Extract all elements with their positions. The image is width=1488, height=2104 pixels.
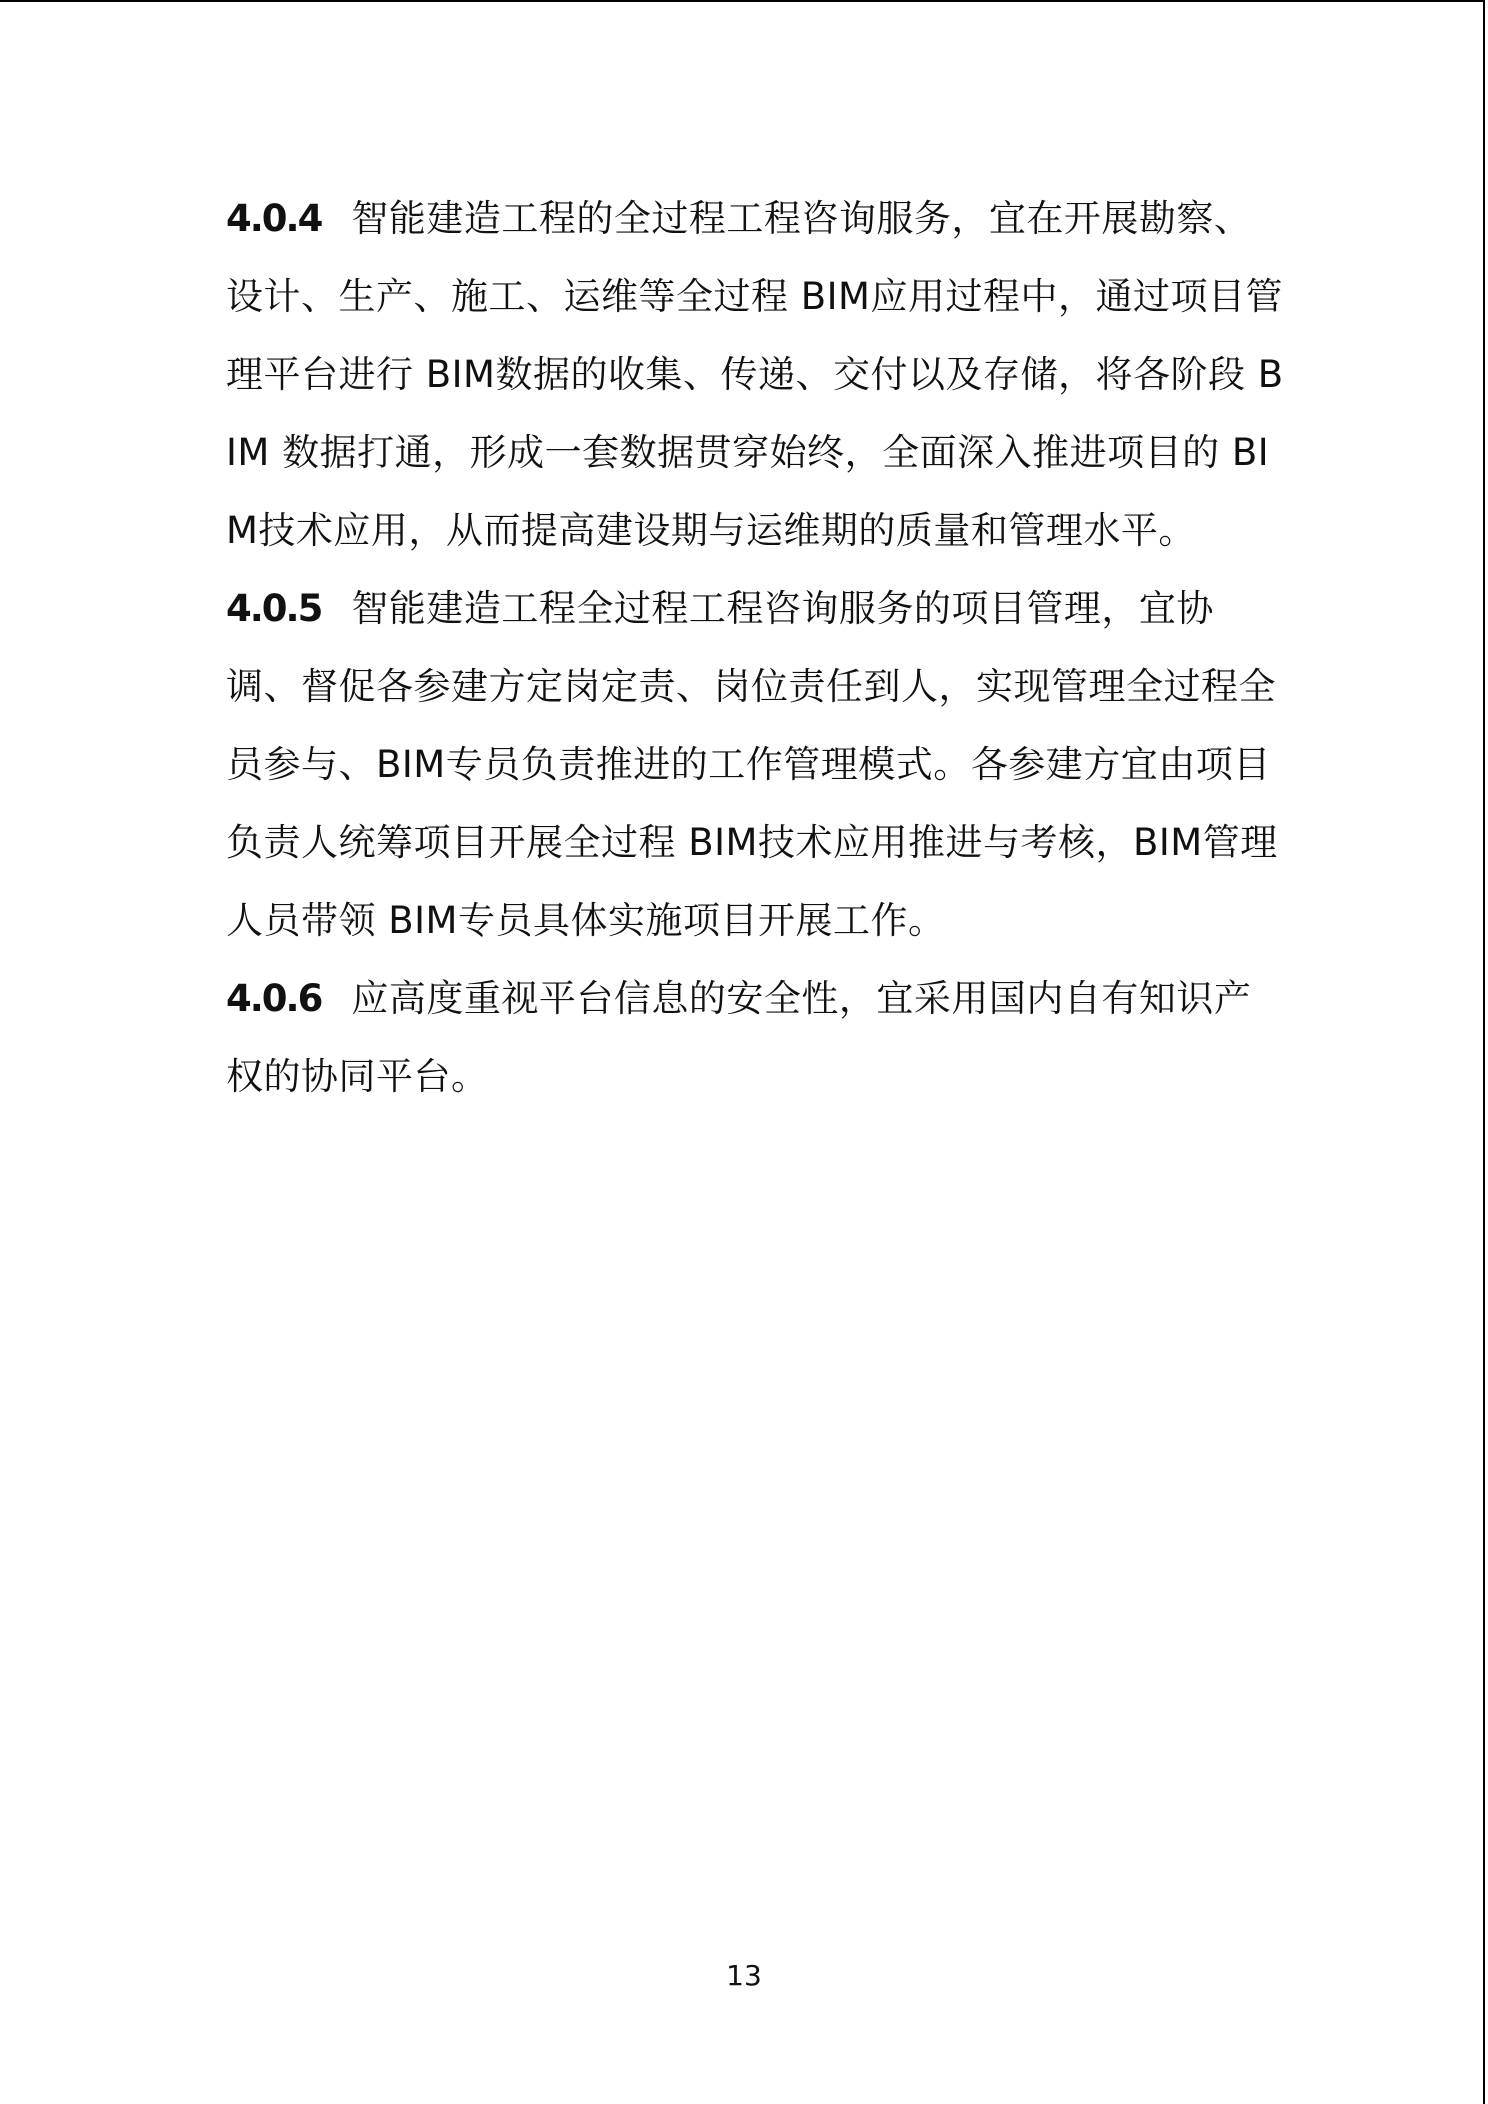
clause-text: 应高度重视平台信息的安全性，宜采用国内自有知识产权的协同平台。 <box>226 977 1252 1098</box>
clause-4-0-5 <box>226 570 1286 960</box>
clause-text: 智能建造工程的全过程工程咨询服务，宜在开展勘察、设计、生产、施工、运维等全过程 BIM应用过程中，通过项目管理平台进行 BIM数据的收集、传递、交付以及存储，将各阶段 BIM 数据打通，形成一套数据贯穿始终，全面深入推进项目的 BIM技术应用，从而提高建设期与运维期的质量和管理水平。 <box>226 197 1284 552</box>
clause-4-0-6 <box>226 960 1286 1116</box>
clause-number: 4.0.6 <box>226 977 322 1020</box>
clause-text: 智能建造工程全过程工程咨询服务的项目管理，宜协调、督促各参建方定岗定责、岗位责任到人，实现管理全过程全员参与、BIM专员负责推进的工作管理模式。各参建方宜由项目负责人统筹项目开展全过程 BIM技术应用推进与考核，BIM管理人员带领 BIM专员具体实施项目开展工作。 <box>226 587 1278 942</box>
clause-4-0-4 <box>226 180 1286 570</box>
clause-number: 4.0.4 <box>226 197 322 240</box>
page-number: 13 <box>726 1959 762 1992</box>
clause-number: 4.0.5 <box>226 587 322 630</box>
document-body <box>226 180 1286 1116</box>
